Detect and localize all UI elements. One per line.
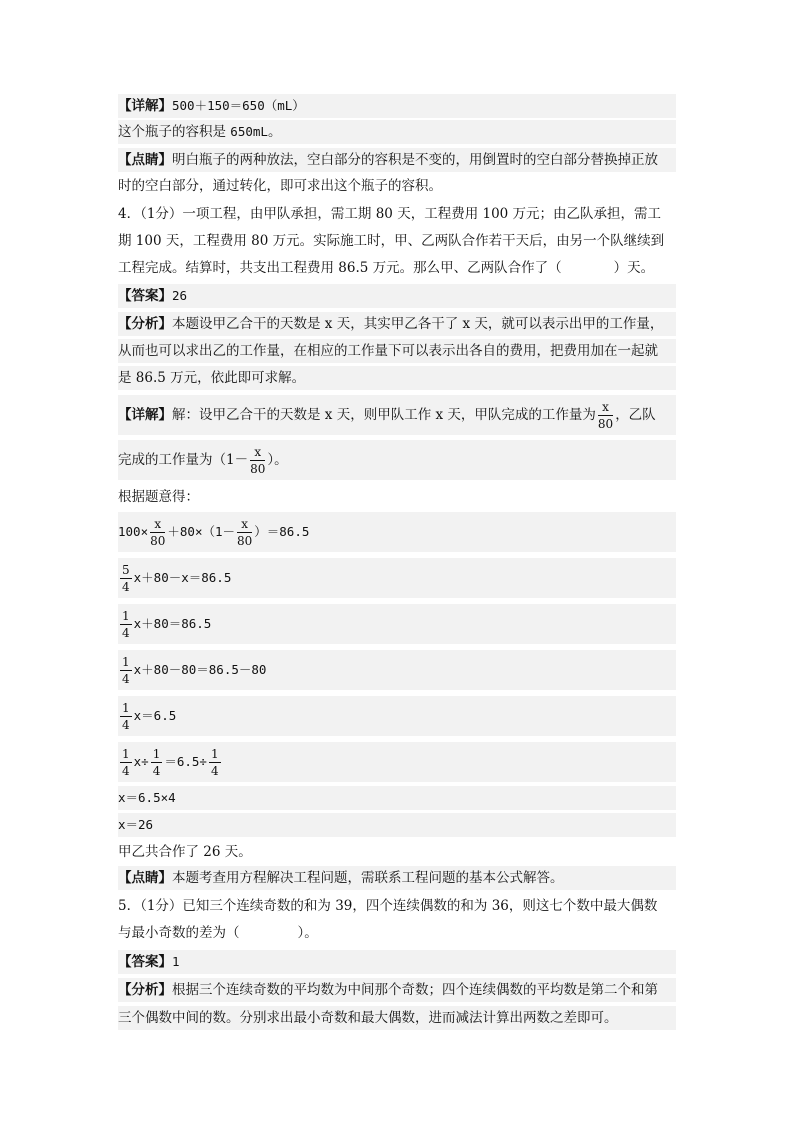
q4-analysis-line1 bbox=[118, 312, 676, 336]
tip-tag: 【点睛】 bbox=[118, 870, 172, 886]
tip-text: 本题考查用方程解决工程问题，需联系工程问题的基本公式解答。 bbox=[172, 870, 564, 886]
question-text: ）。 bbox=[297, 925, 318, 941]
conclusion-text: 这个瓶子的容积是 bbox=[118, 124, 231, 140]
q5-question-line2 bbox=[118, 921, 676, 945]
q3-tip-line1 bbox=[118, 148, 676, 172]
q5-question-line1 bbox=[118, 894, 676, 918]
q5-analysis-line2 bbox=[118, 1006, 676, 1030]
tip-text: 时的空白部分，通过转化，即可求出这个瓶子的容积。 bbox=[118, 178, 442, 194]
q4-question-line1 bbox=[118, 202, 676, 226]
fraction-5-over-4: $\frac{5}{4}$ bbox=[122, 563, 130, 594]
fraction-x-over-80: $\frac{x}{80}$ bbox=[150, 517, 166, 548]
conclusion-end: 。 bbox=[267, 124, 282, 140]
q4-equation-2: $\frac{5}{4}$ x＋80－x＝86.5 bbox=[118, 558, 676, 598]
q4-equation-3: $\frac{1}{4}$ x＋80＝86.5 bbox=[118, 604, 676, 644]
analysis-text: 是 86.5 万元，依此即可求解。 bbox=[118, 370, 306, 386]
detail-tag: 【详解】 bbox=[118, 407, 172, 423]
fraction-1-over-4: $\frac{1}{4}$ bbox=[122, 701, 130, 732]
analysis-text: 本题设甲乙合干的天数是 x 天，其实甲乙各干了 x 天，就可以表示出甲的工作量， bbox=[172, 316, 664, 332]
q4-analysis-line3 bbox=[118, 366, 676, 390]
answer-value: 26 bbox=[172, 288, 188, 303]
q5-analysis-line1 bbox=[118, 978, 676, 1002]
detail-text: 完成的工作量为（1－ bbox=[118, 452, 249, 468]
analysis-text: 从而也可以求出乙的工作量，在相应的工作量下可以表示出各自的费用，把费用加在一起就 bbox=[118, 343, 658, 359]
detail-text: 甲乙共合作了 26 天。 bbox=[118, 844, 252, 860]
detail-text: 解：设甲乙合干的天数是 x 天，则甲队工作 x 天，甲队完成的工作量为 bbox=[172, 407, 596, 423]
q4-detail-line2 bbox=[118, 440, 676, 480]
question-text: 与最小奇数的差为（ bbox=[118, 925, 240, 941]
q4-tip bbox=[118, 866, 676, 890]
conclusion-value: 650mL bbox=[230, 124, 268, 139]
analysis-text: 三个偶数中间的数。分别求出最小奇数和最大偶数，进而减法计算出两数之差即可。 bbox=[118, 1010, 618, 1026]
q4-final bbox=[118, 840, 676, 864]
q4-equation-4: $\frac{1}{4}$ x＋80－80＝86.5－80 bbox=[118, 650, 676, 690]
answer-value: 1 bbox=[172, 954, 180, 969]
answer-tag: 【答案】 bbox=[118, 954, 172, 970]
tip-text: 明白瓶子的两种放法，空白部分的容积是不变的，用倒置时的空白部分替换掉正放 bbox=[172, 152, 658, 168]
q4-answer bbox=[118, 284, 676, 308]
question-text: 5．（1分）已知三个连续奇数的和为 39，四个连续偶数的和为 36，则这七个数中最大偶数 bbox=[118, 898, 658, 914]
q4-equation-6: $\frac{1}{4}$ x÷ $\frac{1}{4}$ ＝6.5÷ $\frac{1}{4}$ bbox=[118, 742, 676, 782]
question-text: 工程完成。结算时，共支出工程费用 86.5 万元。那么甲、乙两队合作了（ bbox=[118, 260, 562, 276]
fraction-1-over-4: $\frac{1}{4}$ bbox=[210, 747, 219, 778]
detail-text: 根据题意得： bbox=[118, 489, 199, 505]
fraction-1-over-4: $\frac{1}{4}$ bbox=[122, 747, 130, 778]
detail-text: ）。 bbox=[267, 452, 288, 468]
q4-question-line3 bbox=[118, 256, 676, 280]
q4-equation-1: 100× $\frac{x}{80}$ ＋80×（1－ $\frac{x}{80}$ ）＝86.5 bbox=[118, 512, 676, 552]
q4-equation-5: $\frac{1}{4}$ x＝6.5 bbox=[118, 696, 676, 736]
fraction-1-over-4: $\frac{1}{4}$ bbox=[122, 609, 130, 640]
detail-text: ，乙队 bbox=[615, 407, 656, 423]
question-text: ）天。 bbox=[613, 260, 655, 276]
q4-question-line2 bbox=[118, 229, 676, 253]
q4-equation-7: x＝6.5×4 bbox=[118, 786, 676, 810]
q4-detail-line1 bbox=[118, 395, 676, 435]
fraction-1-over-4: $\frac{1}{4}$ bbox=[152, 747, 161, 778]
tip-tag: 【点睛】 bbox=[118, 152, 172, 168]
q4-analysis-line2 bbox=[118, 339, 676, 363]
q3-conclusion bbox=[118, 120, 676, 144]
detail-tag: 【详解】 bbox=[118, 98, 172, 114]
fraction-x-over-80: $\frac{x}{80}$ bbox=[597, 400, 614, 431]
q3-tip-line2 bbox=[118, 174, 676, 198]
q4-equation-8: x＝26 bbox=[118, 813, 676, 837]
q4-by-meaning bbox=[118, 485, 676, 509]
question-text: 期 100 天，工程费用 80 万元。实际施工时，甲、乙两队合作若干天后，由另一个队继续到 bbox=[118, 233, 665, 249]
fraction-x-over-80: $\frac{x}{80}$ bbox=[237, 517, 253, 548]
fraction-x-over-80: $\frac{x}{80}$ bbox=[250, 445, 266, 476]
detail-equation: 500＋150＝650（mL） bbox=[172, 98, 305, 113]
question-text: 4．（1分）一项工程，由甲队承担，需工期 80 天，工程费用 100 万元；由乙队承担，需工 bbox=[118, 206, 662, 222]
fraction-1-over-4: $\frac{1}{4}$ bbox=[122, 655, 130, 686]
q3-detail-line bbox=[118, 94, 676, 118]
analysis-text: 根据三个连续奇数的平均数为中间那个奇数；四个连续偶数的平均数是第二个和第 bbox=[172, 982, 658, 998]
analysis-tag: 【分析】 bbox=[118, 316, 172, 332]
q5-answer bbox=[118, 950, 676, 974]
answer-tag: 【答案】 bbox=[118, 288, 172, 304]
analysis-tag: 【分析】 bbox=[118, 982, 172, 998]
